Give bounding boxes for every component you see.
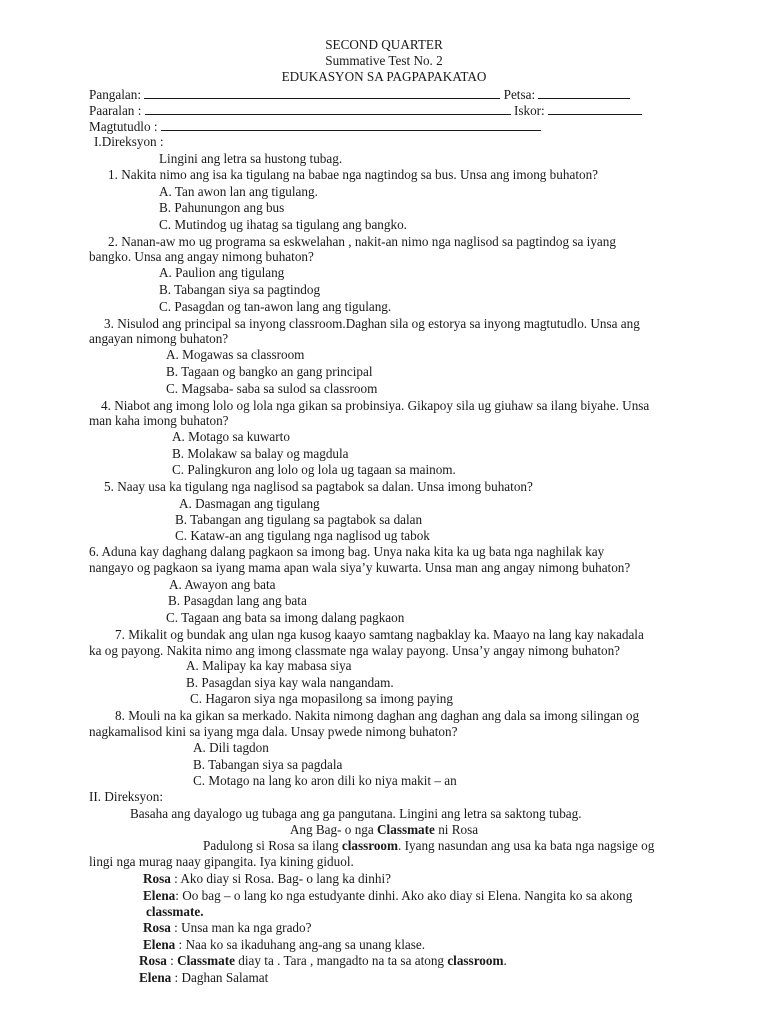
dialogue-line-4 [143, 937, 425, 953]
question-4-text-cont: man kaha imong buhaton? [89, 413, 229, 428]
story-title-pre: Ang Bag- o nga [289, 822, 378, 837]
question-3-text: 3. Nisulod ang principal sa inyong classroom.Daghan sila og estorya sa inyong magtutudlo. Unsa ang [104, 316, 640, 331]
speaker-separator: : [171, 970, 182, 985]
magtutudlo-label: Magtutudlo : [89, 119, 158, 134]
question-8-text-cont: nagkamalisod kini sa iyang mga dala. Unsay pwede nimong buhaton? [89, 724, 458, 739]
paaralan-blank [145, 102, 511, 115]
question-6-choice-a: A. Awayon ang bata [169, 577, 276, 592]
question-1-choice-c: C. Mutindog ug ihatag sa tigulang ang bangko. [159, 217, 407, 232]
question-1-choice-b: B. Pahunungon ang bus [159, 200, 285, 215]
question-8-choice-c: C. Motago na lang ko aron dili ko niya makit – an [193, 773, 457, 788]
question-1-choice-a: A. Tan awon lan ang tigulang. [159, 184, 318, 199]
story-title-post: ni Rosa [434, 822, 479, 837]
speaker-separator: : [170, 920, 182, 935]
question-4-choice-a: A. Motago sa kuwarto [172, 429, 290, 444]
dialogue-line-2-cont [146, 904, 204, 920]
dialogue-text-tail: . [503, 953, 507, 968]
dialogue-line-1 [143, 871, 391, 887]
question-8-text: 8. Mouli na ka gikan sa merkado. Nakita nimong daghan ang daghan ang dala sa imong silingan og [115, 708, 640, 723]
question-3-choice-c: C. Magsaba- saba sa sulod sa classroom [166, 381, 378, 396]
part2-heading: II. Direksyon: [89, 789, 163, 804]
dialogue-line-5 [139, 953, 507, 969]
speaker-separator: : [175, 937, 186, 952]
question-7-choice-b: B. Pasagdan siya kay wala nangandam. [186, 675, 394, 690]
question-7-choice-a: A. Malipay ka kay mabasa siya [186, 658, 352, 673]
dialogue-text: Unsa man ka nga grado? [181, 920, 312, 935]
part1-heading: I.Direksyon : [94, 134, 164, 149]
part2-instruction: Basaha ang dayalogo ug tubaga ang ga pangutana. Lingini ang letra sa saktong tubag. [130, 806, 582, 821]
dialogue-text: Naa ko sa ikaduhang ang-ang sa unang klase. [185, 937, 426, 952]
intro-pre: Padulong si Rosa sa ilang [203, 838, 342, 853]
dialogue-line-3 [143, 920, 311, 936]
question-6-choice-c: C. Tagaan ang bata sa imong dalang pagkaon [166, 610, 405, 625]
speaker-separator: : [170, 871, 181, 886]
story-title-bold: Classmate [377, 822, 435, 837]
intro-bold: classroom [341, 838, 399, 853]
question-7-text: 7. Mikalit og bundak ang ulan nga kusog kaayo samtang nagbaklay ka. Maayo na lang kay nakadala [115, 627, 644, 642]
question-6-choice-b: B. Pasagdan lang ang bata [168, 593, 307, 608]
speaker-name: Rosa [143, 871, 171, 886]
question-8-choice-b: B. Tabangan siya sa pagdala [193, 757, 343, 772]
question-5-text: 5. Naay usa ka tigulang nga naglisod sa pagtabok sa dalan. Unsa imong buhaton? [104, 479, 533, 494]
paaralan-row [89, 102, 642, 119]
part1-instruction: Lingini ang letra sa hustong tubag. [159, 151, 343, 166]
speaker-name: Elena [139, 970, 172, 985]
question-3-choice-a: A. Mogawas sa classroom [166, 347, 305, 362]
iskor-label: Iskor: [513, 103, 545, 118]
question-5-choice-a: A. Dasmagan ang tigulang [179, 496, 320, 511]
petsa-label: Petsa: [503, 87, 536, 102]
dialogue-line-6 [139, 970, 268, 986]
speaker-name: Elena [143, 888, 176, 903]
dialogue-text: diay ta . Tara , mangadto na ta sa atong [234, 953, 448, 968]
dialogue-text-bold-end: classroom [447, 953, 504, 968]
dialogue-text: Oo bag – o lang ko nga estudyante dinhi. Ako ako diay si Elena. Nangita ko sa akong [182, 888, 633, 903]
dialogue-text: Daghan Salamat [181, 970, 269, 985]
story-intro-line-1 [203, 838, 654, 854]
question-2-choice-c: C. Pasagdan og tan-awon lang ang tigulang. [159, 299, 392, 314]
dialogue-text-bold: classmate. [146, 904, 204, 919]
speaker-name: Elena [143, 937, 176, 952]
question-3-choice-b: B. Tagaan og bangko an gang principal [166, 364, 373, 379]
question-2-text: 2. Nanan-aw mo ug programa sa eskwelahan , nakit-an nimo nga naglisod sa pagtindog sa iyang [108, 234, 616, 249]
question-3-text-cont: angayan nimong buhaton? [89, 331, 229, 346]
question-2-choice-b: B. Tabangan siya sa pagtindog [159, 282, 321, 297]
story-intro-line-2: lingi nga murag naay gipangita. Iya kining giduol. [89, 854, 354, 869]
paaralan-label: Paaralan : [89, 103, 142, 118]
magtutudlo-blank [161, 118, 541, 131]
speaker-name: Rosa [139, 953, 167, 968]
question-5-choice-b: B. Tabangan ang tigulang sa pagtabok sa dalan [175, 512, 423, 527]
question-5-choice-c: C. Kataw-an ang tigulang nga naglisod ug tabok [175, 528, 430, 543]
question-8-choice-a: A. Dili tagdon [193, 740, 269, 755]
iskor-blank [548, 102, 642, 115]
intro-post: . Iyang nasundan ang usa ka bata nga nagsige og [398, 838, 655, 853]
pangalan-label: Pangalan: [89, 87, 142, 102]
dialogue-text: Ako diay si Rosa. Bag- o lang ka dinhi? [180, 871, 391, 886]
speaker-separator: : [166, 953, 178, 968]
magtutudlo-row [89, 118, 541, 135]
question-7-choice-c: C. Hagaron siya nga mopasilong sa imong paying [190, 691, 453, 706]
subject-heading: EDUKASYON SA PAGPAPAKATAO [281, 69, 487, 84]
question-7-text-cont: ka og payong. Nakita nimo ang imong classmate nga walay payong. Unsa’y angay nimong buhaton? [89, 643, 621, 658]
speaker-separator: : [175, 888, 183, 903]
petsa-blank [538, 86, 630, 99]
question-2-choice-a: A. Paulion ang tigulang [159, 265, 285, 280]
quarter-heading: SECOND QUARTER [325, 37, 443, 52]
dialogue-text-bold: Classmate [177, 953, 235, 968]
question-6-text-cont: nangayo og pagkaon sa iyang mama apan wala siya’y kuwarta. Unsa man ang angay nimong buhaton? [89, 560, 631, 575]
question-4-text: 4. Niabot ang imong lolo og lola nga gikan sa probinsiya. Gikapoy sila ug giuhaw sa ilang biyahe. Unsa [101, 398, 650, 413]
story-title [0, 822, 768, 838]
pangalan-row [89, 86, 630, 103]
question-6-text: 6. Aduna kay daghang dalang pagkaon sa imong bag. Unya naka kita ka ug bata nga naghilak kay [89, 544, 605, 559]
pangalan-blank [144, 86, 500, 99]
question-1-text: 1. Nakita nimo ang isa ka tigulang na babae nga nagtindog sa bus. Unsa ang imong buhaton? [108, 167, 599, 182]
test-heading: Summative Test No. 2 [325, 53, 443, 68]
dialogue-line-2 [143, 888, 632, 904]
speaker-name: Rosa [143, 920, 171, 935]
question-4-choice-b: B. Molakaw sa balay og magdula [172, 446, 349, 461]
question-2-text-cont: bangko. Unsa ang angay nimong buhaton? [89, 249, 314, 264]
question-4-choice-c: C. Palingkuron ang lolo og lola ug tagaan sa mainom. [172, 462, 456, 477]
